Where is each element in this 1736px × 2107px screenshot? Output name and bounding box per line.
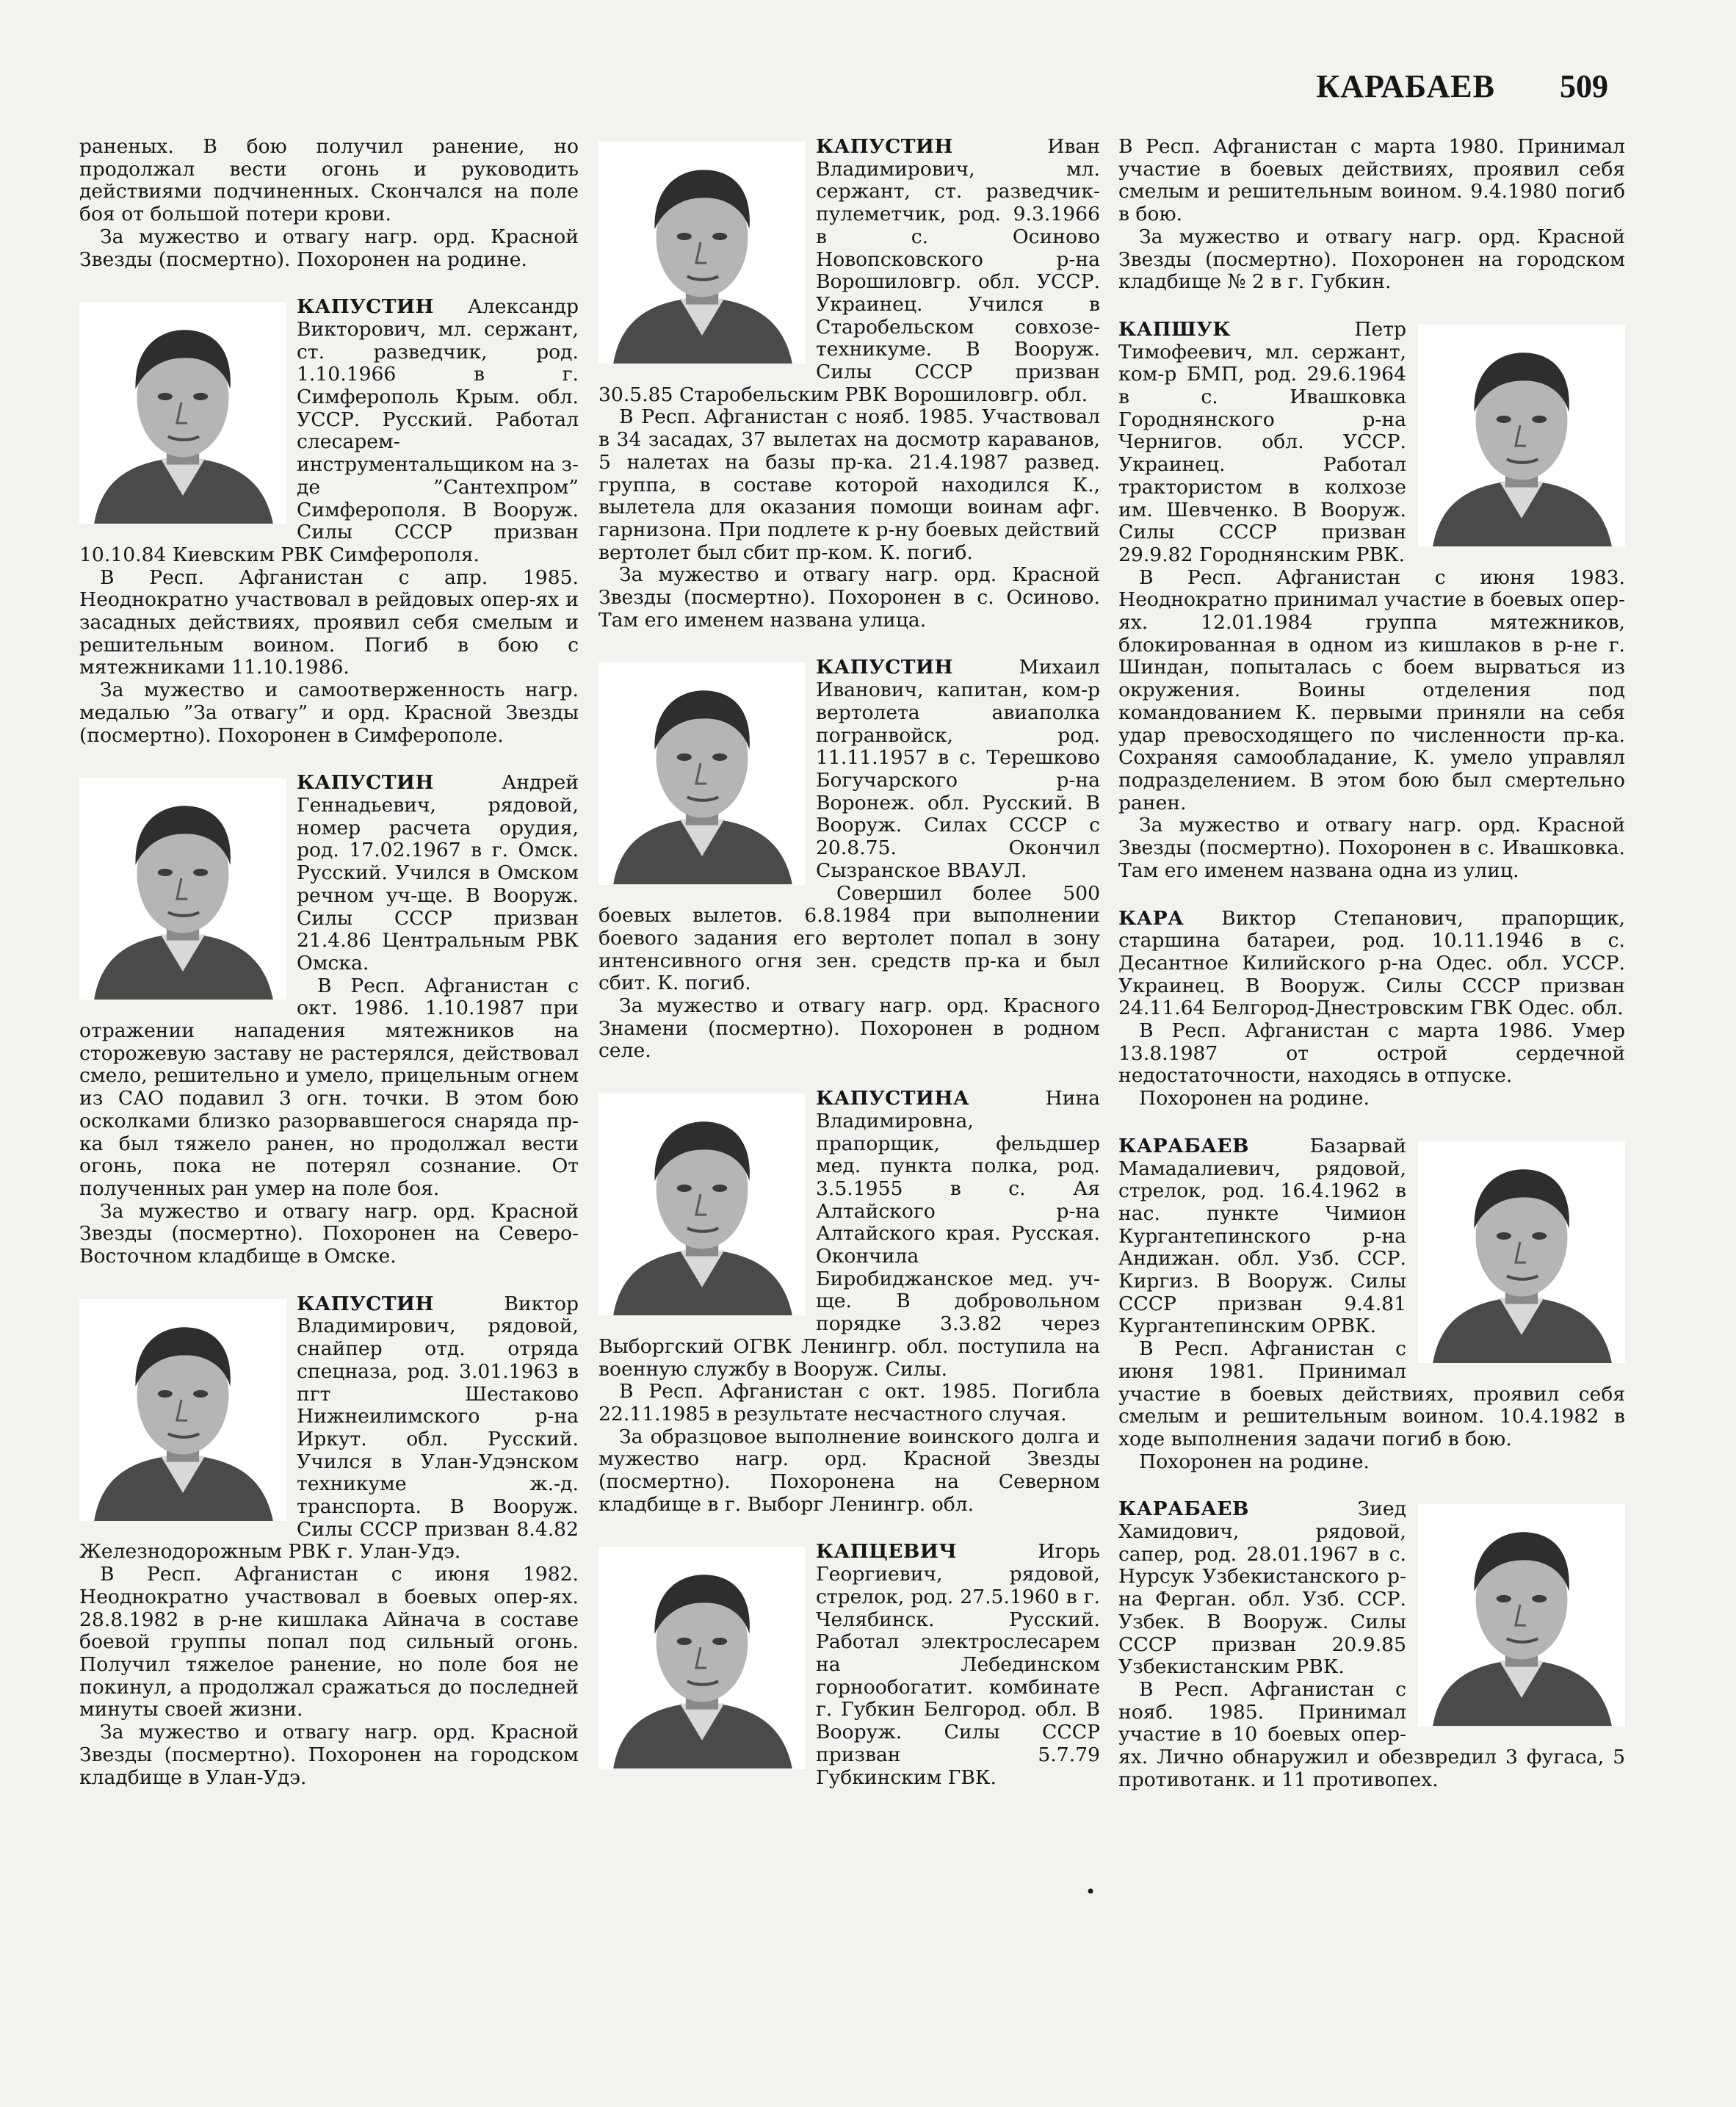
entry-details: Иван Владимирович, мл. сержант, ст. разведчик-пулеметчик, род. 9.3.1966 в с. Осиново Новопсковского р-на Ворошиловгр. обл. УССР. Украинец. Учился в Старобельском совхозе-техникуме. В Вооруж. Силы СССР призван 30.5.85 Старобельским РВК Ворошиловгр. обл. — [598, 135, 1100, 406]
entry-paragraph: Совершил более 500 боевых вылетов. 6.8.1984 при выполнении боевого задания его вертолет попал в зону интенсивного огня зен. средств пр-ка и был сбит. К. погиб. — [598, 881, 1100, 995]
entry-paragraph: В Респ. Афганистан с нояб. 1985. Принимал участие в 10 боевых опер-ях. Лично обнаружил и обезвредил 3 фугаса, 5 противотанк. и 11 противопех. — [1118, 1678, 1625, 1791]
biography-entry — [598, 1088, 1100, 1516]
footnote-mark: • — [1085, 1882, 1096, 1902]
column-2 — [598, 136, 1100, 1814]
entry-paragraph: В Респ. Афганистан с окт. 1985. Погибла 22.11.1985 в результате несчастного случая. — [598, 1380, 1100, 1425]
entry-details: Александр Викторович, мл. сержант, ст. разведчик, род. 1.10.1966 в г. Симферополь Крым. обл. УССР. Русский. Работал слесарем-инструментальщиком на з-де ”Сантехпром” Симферополя. В Вооруж. Силы СССР призван 10.10.84 Киевским РВК Симферополя. — [79, 295, 579, 566]
entry-details: Зиед Хамидович, рядовой, сапер, род. 28.01.1967 в с. Нурсук Узбекистанского р-на Ферган. обл. Узб. ССР. Узбек. В Вооруж. Силы СССР призван 20.9.85 Узбекистанским РВК. — [1118, 1497, 1406, 1679]
entry-surname: КАПУСТИН — [297, 295, 434, 319]
entry-continuation — [1118, 136, 1625, 294]
entry-paragraph: За мужество и отвагу нагр. орд. Красной Звезды (посмертно). Похоронен на родине. — [79, 225, 579, 271]
photo-kapustin-andrey — [79, 778, 286, 1000]
entry-heading-paragraph — [1118, 908, 1625, 1021]
page-number: 509 — [1560, 68, 1608, 104]
entry-surname: КАПУСТИН — [816, 135, 953, 158]
biography-entry — [598, 657, 1100, 1063]
biography-entry — [598, 136, 1100, 632]
running-headword: КАРАБАЕВ — [1316, 68, 1495, 104]
biography-entry — [598, 1541, 1100, 1789]
entry-paragraph: За мужество и отвагу нагр. орд. Красного Знамени (посмертно). Похоронен в родном селе. — [598, 994, 1100, 1063]
entry-details: Михаил Иванович, капитан, ком-р вертолета авиаполка погранвойск, род. 11.11.1957 в с. Терешково Богучарского р-на Воронеж. обл. Русский. В Вооруж. Силах СССР с 20.8.75. Окончил Сызранское ВВАУЛ. — [816, 656, 1100, 882]
biography-entry — [1118, 319, 1625, 883]
entry-surname: КАПУСТИН — [297, 1292, 434, 1315]
entry-surname: КАРАБАЕВ — [1118, 1497, 1249, 1521]
biography-entry — [79, 296, 579, 747]
photo-karabaev-zied — [1418, 1504, 1625, 1726]
entry-surname: КАРА — [1118, 906, 1185, 930]
entry-details: Петр Тимофеевич, мл. сержант, ком-р БМП, род. 29.6.1964 в с. Ивашковка Городнянского р-на Чернигов. обл. УССР. Украинец. Работал трактористом в колхозе им. Шевченко. В Вооруж. Силы СССР призван 29.9.82 Городнянским РВК. — [1118, 317, 1406, 566]
entry-continuation — [79, 136, 579, 271]
entry-paragraph: В Респ. Афганистан с окт. 1986. 1.10.1987 при отражении нападения мятежников на сторожевую заставу не растерялся, действовал смело, решительно и умело, прицельным огнем из САО подавил 3 огн. точки. В этом бою осколками близко разорвавшегося снаряда пр-ка был тяжело ранен, но продолжал вести огонь, пока не потерял сознание. От полученных ран умер на поле боя. — [79, 974, 579, 1200]
entry-paragraph: За мужество и отвагу нагр. орд. Красной Звезды (посмертно). Похоронен в с. Ивашковка. Там его именем названа одна из улиц. — [1118, 814, 1625, 882]
photo-kapshuk-petr — [1418, 325, 1625, 546]
biography-entry — [1118, 1498, 1625, 1791]
entry-details: Базарвай Мамадалиевич, рядовой, стрелок, род. 16.4.1962 в нас. пункте Чимион Кургантепинского р-на Андижан. обл. Узб. ССР. Киргиз. В Вооруж. Силы СССР призван 9.4.81 Кургантепинским ОРВК. — [1118, 1134, 1406, 1338]
biography-entry — [1118, 908, 1625, 1110]
column-3 — [1118, 136, 1625, 1817]
entry-paragraph: В Респ. Афганистан с апр. 1985. Неоднократно участвовал в рейдовых опер-ях и засадных действиях, проявил себя смелым и решительным воином. Погиб в бою с мятежниками 11.10.1986. — [79, 565, 579, 679]
photo-kapustina-nina — [598, 1094, 806, 1315]
photo-kapustin-aleksandr — [79, 302, 286, 524]
entry-paragraph: В Респ. Афганистан с нояб. 1985. Участвовал в 34 засадах, 37 вылетах на досмотр караванов, 5 налетах на базы пр-ка. 21.4.1987 развед. группа, в составе которой находился К., вылетела для оказания помощи воинам афг. гарнизона. При подлете к р-ну боевых действий вертолет был сбит пр-ком. К. погиб. — [598, 405, 1100, 564]
entry-paragraph: За мужество и отвагу нагр. орд. Красной Звезды (посмертно). Похоронен на городском кладбище № 2 в г. Губкин. — [1118, 225, 1625, 294]
entry-paragraph: В Респ. Афганистан с июня 1981. Принимал участие в боевых действиях, проявил себя смелым и решительным воином. 10.4.1982 в ходе выполнения задачи погиб в бою. — [1118, 1337, 1625, 1450]
entry-details: Виктор Степанович, прапорщик, старшина батареи, род. 10.11.1946 в с. Десантное Килийского р-на Одес. обл. УССР. Украинец. В Вооруж. Силы СССР призван 24.11.64 Белгород-Днестровским ГВК Одес. обл. — [1118, 906, 1625, 1020]
entry-paragraph: В Респ. Афганистан с июня 1982. Неоднократно участвовал в боевых опер-ях. 28.8.1982 в р-не кишлака Айнача в составе боевой группы попал под сильный огонь. Получил тяжелое ранение, но поле боя не покинул, а продолжал сражаться до последней минуты своей жизни. — [79, 1563, 579, 1721]
page-header — [1316, 68, 1608, 105]
entry-paragraph: раненых. В бою получил ранение, но продолжал вести огонь и руководить действиями подчиненных. Скончался на поле боя от большой потери крови. — [79, 135, 579, 226]
entry-paragraph: Похоронен на родине. — [1139, 1087, 1370, 1110]
entry-details: Андрей Геннадьевич, рядовой, номер расчета орудия, род. 17.02.1967 в г. Омск. Русский. Учился в Омском речном уч-ще. В Вооруж. Силы СССР призван 21.4.86 Центральным РВК Омска. — [297, 771, 579, 975]
entry-surname: КАПШУК — [1118, 317, 1231, 341]
entry-paragraph: За мужество и отвагу нагр. орд. Красной Звезды (посмертно). Похоронен на Северо-Восточном кладбище в Омске. — [79, 1199, 579, 1268]
entry-surname: КАРАБАЕВ — [1118, 1134, 1249, 1157]
entry-paragraph: За образцовое выполнение воинского долга и мужество нагр. орд. Красной Звезды (посмертно). Похоронена на Северном кладбище в г. Выборг Ленингр. обл. — [598, 1425, 1100, 1516]
photo-kaptsevich-igor — [598, 1547, 806, 1768]
entry-details: Игорь Георгиевич, рядовой, стрелок, род. 27.5.1960 в г. Челябинск. Русский. Работал электрослесарем на Лебединском горнообогатит. комбинате г. Губкин Белгород. обл. В Вооруж. Силы СССР призван 5.7.79 Губкинским ГВК. — [816, 1540, 1100, 1789]
entry-paragraph: За мужество и отвагу нагр. орд. Красной Звезды (посмертно). Похоронен в с. Осиново. Там его именем названа улица. — [598, 563, 1100, 632]
photo-kapustin-viktor — [79, 1299, 286, 1521]
entry-paragraph: В Респ. Афганистан с марта 1980. Принимал участие в боевых действиях, проявил себя смелым и решительным воином. 9.4.1980 погиб в бою. — [1118, 135, 1625, 226]
entry-details: Виктор Владимирович, рядовой, снайпер отд. отряда спецназа, род. 3.01.1963 в пгт Шестаково Нижнеилимского р-на Иркут. обл. Русский. Учился в Улан-Удэнском техникуме ж.-д. транспорта. В Вооруж. Силы СССР призван 8.4.82 Железнодорожным РВК г. Улан-Удэ. — [79, 1292, 579, 1564]
biography-entry — [1118, 1135, 1625, 1474]
column-1 — [79, 136, 579, 1814]
entry-paragraph: В Респ. Афганистан с июня 1983. Неоднократно принимал участие в боевых опер-ях. 12.01.1984 группа мятежников, блокированная в одном из кишлаков в р-не г. Шиндан, попыталась с боем вырваться из окружения. Воины отделения под командованием К. первыми приняли на себя удар превосходящего по численности пр-ка. Сохраняя самообладание, К. умело управлял подразделением. В этом бою был смертельно ранен. — [1118, 565, 1625, 814]
entry-surname: КАПЦЕВИЧ — [816, 1540, 958, 1564]
entry-paragraph: В Респ. Афганистан с марта 1986. Умер 13.8.1987 от острой сердечной недостаточности, находясь в отпуске. — [1118, 1019, 1625, 1088]
photo-kapustin-mikhail — [598, 662, 806, 884]
photo-kapustin-ivan — [598, 142, 806, 364]
entry-surname: КАПУСТИН — [297, 771, 434, 795]
entry-paragraph: За мужество и самоотверженность нагр. медалью ”За отвагу” и орд. Красной Звезды (посмертно). Похоронен в Симферополе. — [79, 679, 579, 747]
entry-surname: КАПУСТИНА — [816, 1087, 970, 1110]
entry-paragraph: За мужество и отвагу нагр. орд. Красной Звезды (посмертно). Похоронен на городском кладбище в Улан-Удэ. — [79, 1721, 579, 1789]
entry-paragraph: Похоронен на родине. — [1139, 1450, 1370, 1473]
photo-karabaev-bazarvay — [1418, 1141, 1625, 1363]
entry-surname: КАПУСТИН — [816, 656, 953, 679]
biography-entry — [79, 772, 579, 1268]
biography-entry — [79, 1293, 579, 1789]
entry-details: Нина Владимировна, прапорщик, фельдшер мед. пункта полка, род. 3.5.1955 в с. Ая Алтайского р-на Алтайского края. Русская. Окончила Биробиджанское мед. уч-ще. В добровольном порядке 3.3.82 через Выборгский ОГВК Ленингр. обл. поступила на военную службу в Вооруж. Силы. — [598, 1087, 1100, 1381]
